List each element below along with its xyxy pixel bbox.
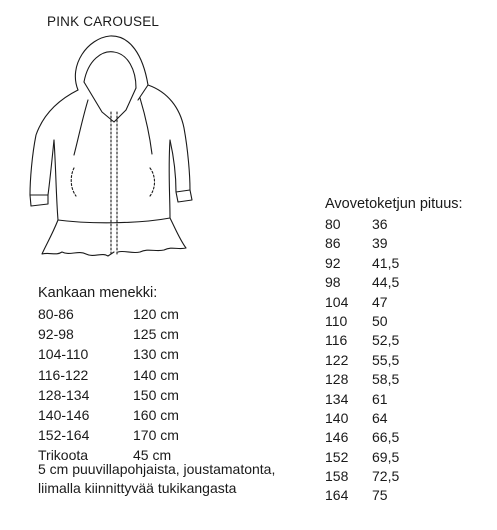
amount-cell: 170 cm <box>133 427 179 444</box>
table-row <box>325 370 422 389</box>
pattern-title: PINK CAROUSEL <box>47 14 160 29</box>
table-row <box>38 344 203 364</box>
table-row <box>325 293 422 312</box>
size-cell: 128 <box>325 371 349 388</box>
table-row <box>325 486 422 505</box>
amount-cell: 125 cm <box>133 326 179 343</box>
length-cell: 55,5 <box>372 351 400 368</box>
length-cell: 75 <box>372 487 388 504</box>
size-cell: 128-134 <box>38 386 90 403</box>
length-cell: 44,5 <box>372 274 400 291</box>
table-row <box>325 467 422 486</box>
zipper-length-table <box>325 215 422 506</box>
size-cell: 86 <box>325 235 341 252</box>
size-cell: 80 <box>325 216 341 232</box>
table-row <box>38 304 203 324</box>
length-cell: 69,5 <box>372 448 400 465</box>
size-cell: 116 <box>325 332 348 349</box>
size-cell: 152-164 <box>38 427 90 444</box>
fabric-consumption-heading: Kankaan menekki: <box>38 285 158 301</box>
size-cell: 152 <box>325 448 349 465</box>
amount-cell: 130 cm <box>133 346 179 363</box>
length-cell: 61 <box>372 390 388 407</box>
table-row <box>325 312 422 331</box>
table-row <box>325 254 422 273</box>
amount-cell: 45 cm <box>133 447 172 464</box>
table-row <box>325 273 422 292</box>
length-cell: 39 <box>372 235 388 252</box>
table-row <box>38 365 203 385</box>
size-cell: 122 <box>325 351 349 368</box>
size-cell: 92-98 <box>38 326 74 343</box>
size-cell: 104-110 <box>38 346 89 363</box>
table-row <box>325 409 422 428</box>
size-cell: 158 <box>325 468 349 485</box>
size-cell: 104 <box>325 293 349 310</box>
length-cell: 50 <box>372 312 388 329</box>
length-cell: 36 <box>372 216 388 232</box>
table-row <box>38 385 203 405</box>
size-cell: 134 <box>325 390 349 407</box>
table-row <box>38 425 203 445</box>
interfacing-note <box>38 460 318 498</box>
note-line: 5 cm puuvillapohjaista, joustamatonta, <box>38 461 276 477</box>
table-row <box>325 428 422 447</box>
size-cell: 146 <box>325 429 349 446</box>
length-cell: 47 <box>372 293 388 310</box>
length-cell: 58,5 <box>372 371 400 388</box>
size-cell: 140-146 <box>38 406 90 423</box>
hooded-jacket-icon <box>18 30 228 266</box>
size-cell: 110 <box>325 312 348 329</box>
length-cell: 64 <box>372 409 388 426</box>
table-row <box>325 215 422 234</box>
zipper-length-heading: Avovetoketjun pituus: <box>325 196 463 212</box>
size-cell: 98 <box>325 274 341 291</box>
length-cell: 72,5 <box>372 468 400 485</box>
table-row <box>325 234 422 253</box>
table-row <box>38 324 203 344</box>
size-cell: 164 <box>325 487 349 504</box>
size-cell: 92 <box>325 254 341 271</box>
size-cell: 140 <box>325 409 349 426</box>
length-cell: 52,5 <box>372 332 400 349</box>
amount-cell: 140 cm <box>133 366 179 383</box>
table-row <box>325 448 422 467</box>
note-line: liimalla kiinnittyvää tukikangasta <box>38 480 237 496</box>
table-row <box>325 331 422 350</box>
amount-cell: 120 cm <box>133 306 179 322</box>
size-cell: Trikoota <box>38 447 89 464</box>
length-cell: 41,5 <box>372 254 400 271</box>
amount-cell: 160 cm <box>133 406 179 423</box>
fabric-consumption-table <box>38 304 203 466</box>
table-row <box>38 405 203 425</box>
size-cell: 116-122 <box>38 366 89 383</box>
amount-cell: 150 cm <box>133 386 179 403</box>
size-cell: 80-86 <box>38 306 74 322</box>
table-row <box>325 390 422 409</box>
table-row <box>325 351 422 370</box>
length-cell: 66,5 <box>372 429 400 446</box>
